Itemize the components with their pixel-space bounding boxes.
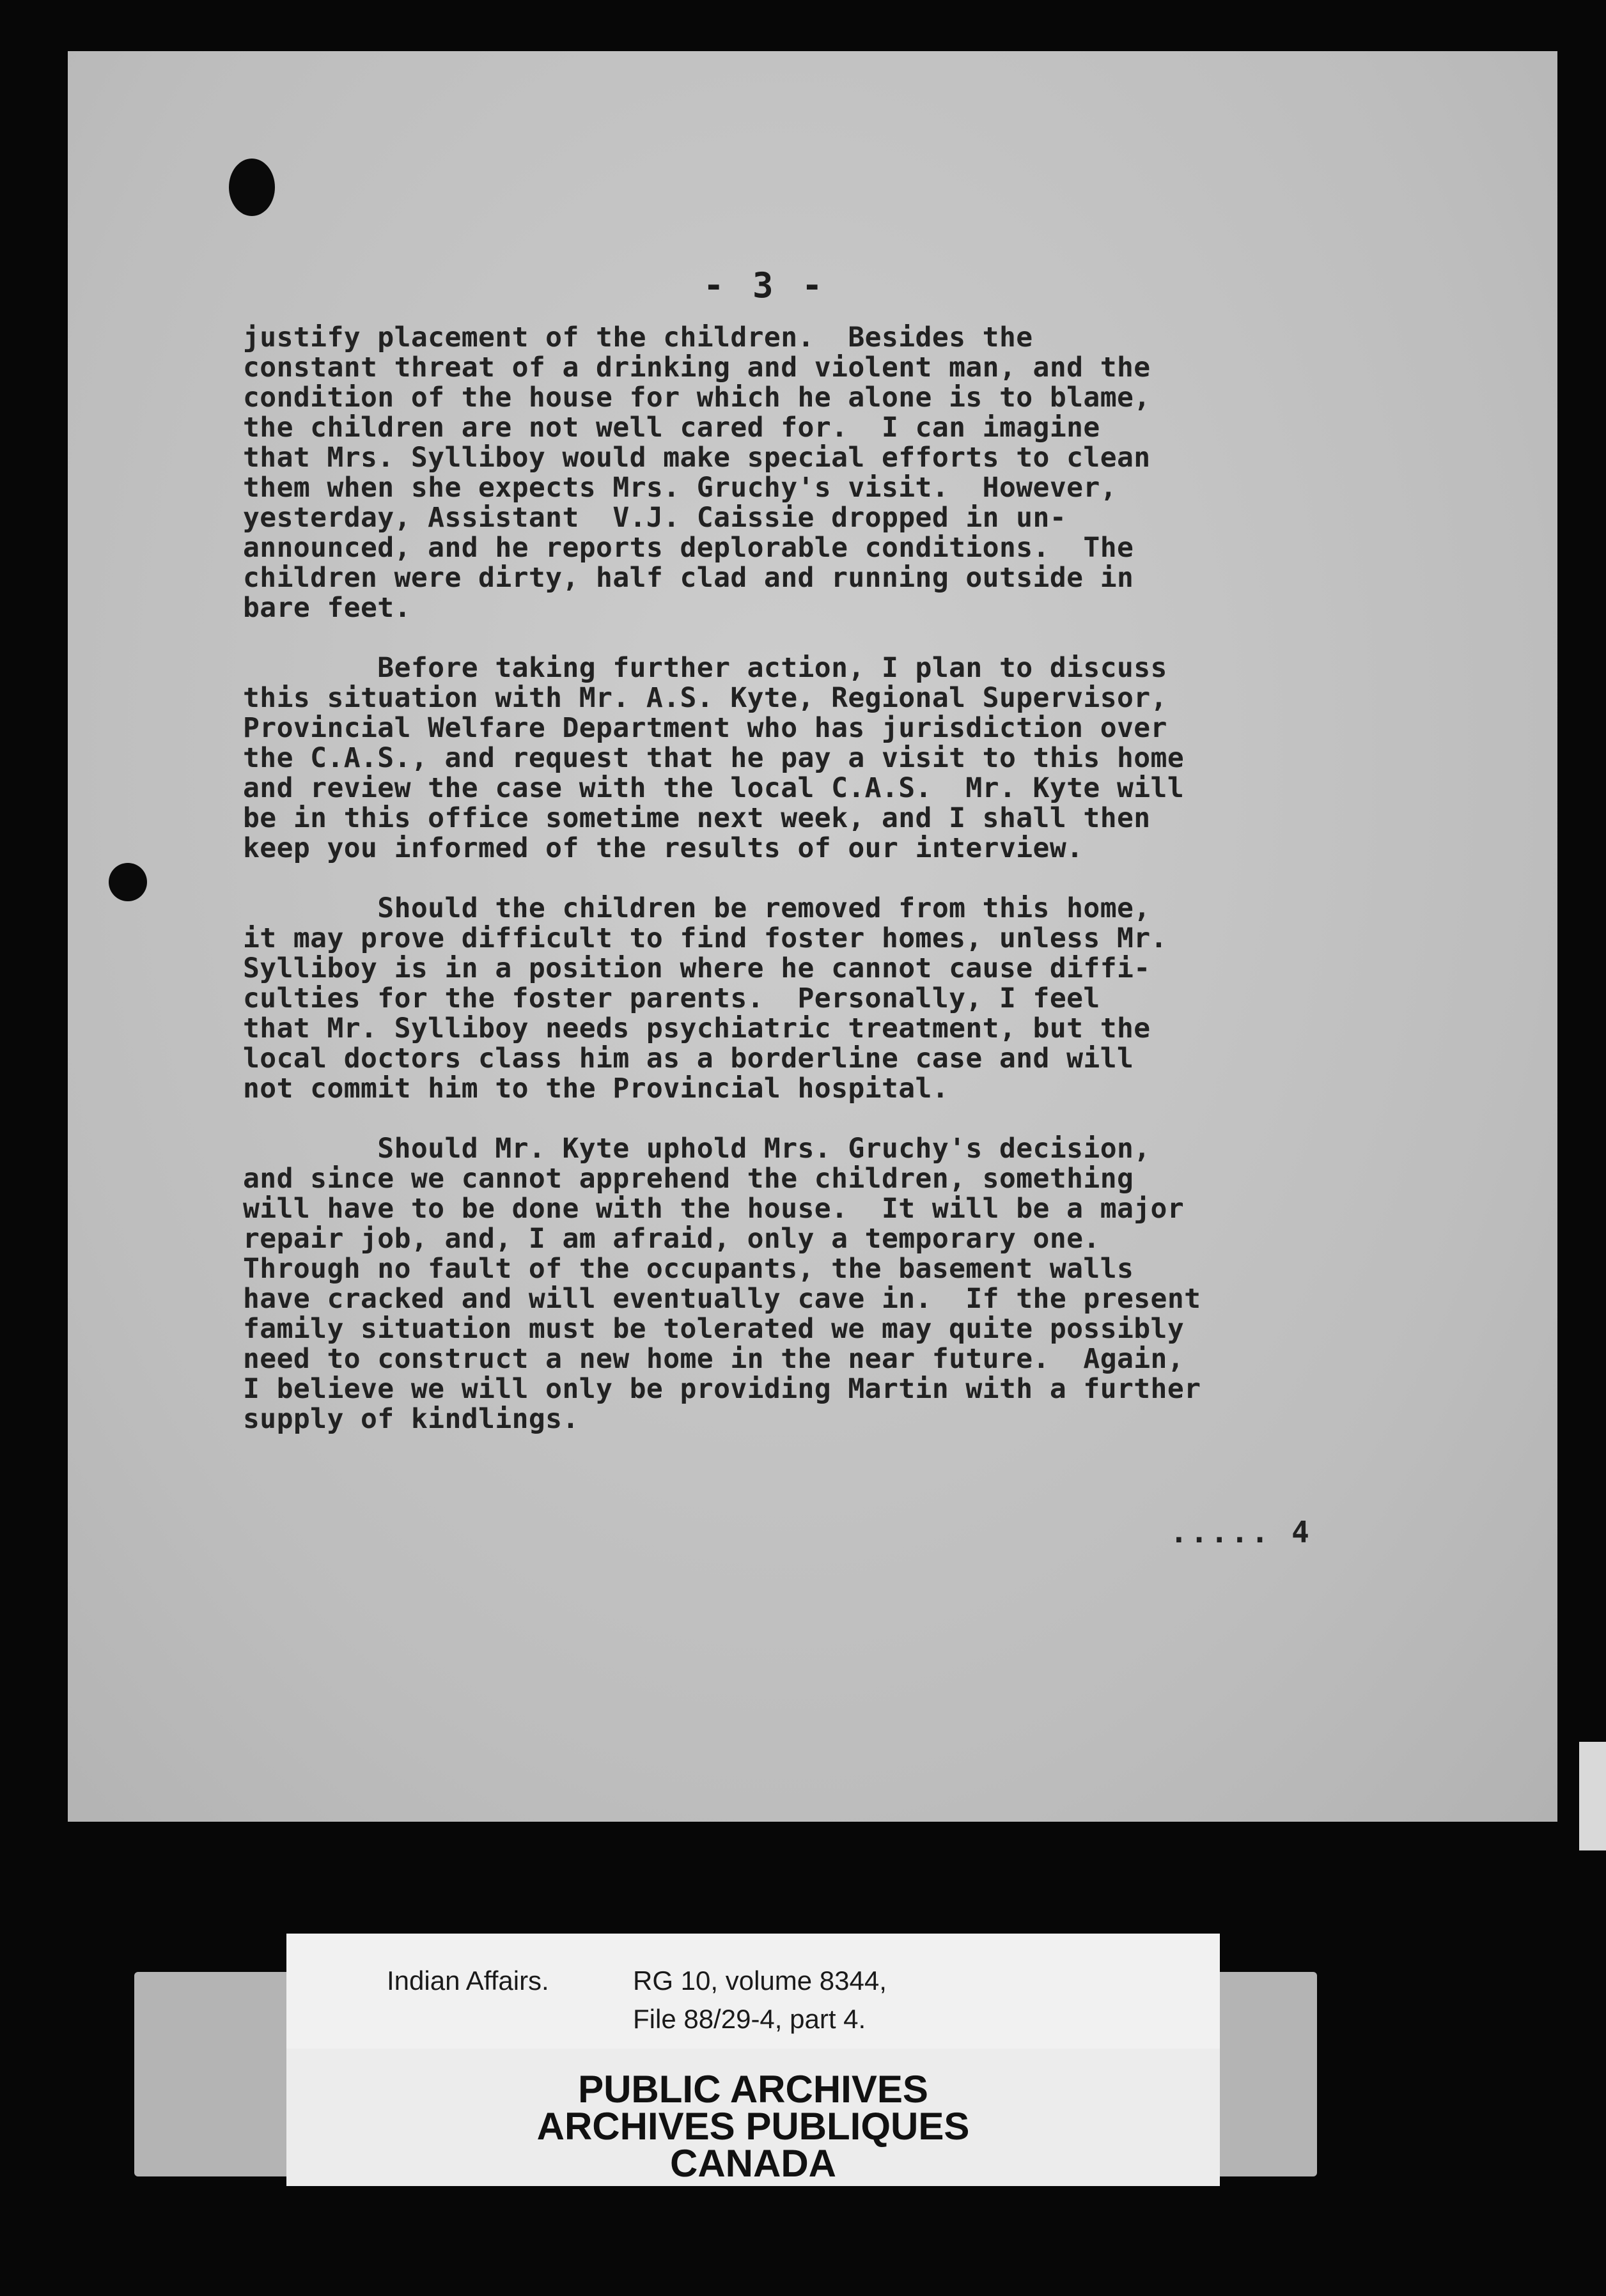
page-number: - 3 - [703, 265, 827, 306]
letter-line: Through no fault of the occupants, the basement walls [243, 1253, 1134, 1285]
letter-line: yesterday, Assistant V.J. Caissie dropped in un- [243, 502, 1067, 534]
archive-stamp [286, 2068, 1220, 2185]
archive-stamp-line: CANADA [670, 2142, 836, 2185]
letter-line: Sylliboy is in a position where he cannot cause diffi- [243, 952, 1151, 984]
letter-line: the C.A.S., and request that he pay a visit to this home [243, 742, 1185, 774]
paragraph-gap [243, 864, 1394, 894]
letter-line: have cracked and will eventually cave in. If the present [243, 1283, 1201, 1315]
letter-line: this situation with Mr. A.S. Kyte, Regional Supervisor, [243, 682, 1167, 714]
letter-line: that Mr. Sylliboy needs psychiatric treatment, but the [243, 1012, 1151, 1044]
paragraph-gap [243, 1104, 1394, 1134]
letter-line: culties for the foster parents. Personally, I feel [243, 982, 1100, 1014]
archive-stamp-line: ARCHIVES PUBLIQUES [536, 2105, 970, 2148]
letter-line: the children are not well cared for. I can imagine [243, 412, 1100, 444]
archive-department: Indian Affairs. [387, 1966, 549, 1996]
paragraph-gap [243, 623, 1394, 653]
letter-line: need to construct a new home in the near future. Again, [243, 1343, 1185, 1375]
film-edge-tab [1579, 1742, 1606, 1850]
letter-line: be in this office sometime next week, and I shall then [243, 802, 1151, 834]
letter-line: keep you informed of the results of our interview. [243, 832, 1084, 864]
letter-line: Should the children be removed from this home, [243, 892, 1151, 924]
letter-line: and review the case with the local C.A.S. Mr. Kyte will [243, 772, 1185, 804]
letter-line: Before taking further action, I plan to discuss [243, 652, 1167, 684]
archive-stamp-line: PUBLIC ARCHIVES [578, 2068, 928, 2111]
letter-line: I believe we will only be providing Martin with a further [243, 1373, 1201, 1405]
archive-reference-line2: File 88/29-4, part 4. [633, 2004, 866, 2034]
letter-line: children were dirty, half clad and running outside in [243, 562, 1134, 594]
letter-line: bare feet. [243, 592, 411, 624]
continuation-marker: ..... 4 [1170, 1515, 1312, 1549]
letter-line: Should Mr. Kyte uphold Mrs. Gruchy's decision, [243, 1133, 1151, 1165]
letter-line: not commit him to the Provincial hospital. [243, 1073, 949, 1105]
letter-line: local doctors class him as a borderline case and will [243, 1043, 1134, 1074]
letter-line: that Mrs. Sylliboy would make special efforts to clean [243, 442, 1151, 474]
letter-line: repair job, and, I am afraid, only a temporary one. [243, 1223, 1100, 1255]
archive-reference-line1: RG 10, volume 8344, [633, 1966, 887, 1996]
letter-line: supply of kindlings. [243, 1403, 579, 1435]
letter-body [243, 323, 1394, 1434]
letter-line: and since we cannot apprehend the children, something [243, 1163, 1134, 1195]
letter-line: announced, and he reports deplorable conditions. The [243, 532, 1134, 564]
punch-hole [229, 159, 275, 216]
punch-hole [109, 863, 147, 901]
letter-line: will have to be done with the house. It will be a major [243, 1193, 1185, 1225]
letter-line: Provincial Welfare Department who has jurisdiction over [243, 712, 1167, 744]
letter-line: constant threat of a drinking and violent man, and the [243, 352, 1151, 384]
letter-line: them when she expects Mrs. Gruchy's visit. However, [243, 472, 1117, 504]
letter-line: it may prove difficult to find foster homes, unless Mr. [243, 922, 1167, 954]
letter-line: condition of the house for which he alone is to blame, [243, 382, 1151, 414]
letter-line: family situation must be tolerated we may quite possibly [243, 1313, 1185, 1345]
letter-line: justify placement of the children. Besides the [243, 322, 1033, 353]
